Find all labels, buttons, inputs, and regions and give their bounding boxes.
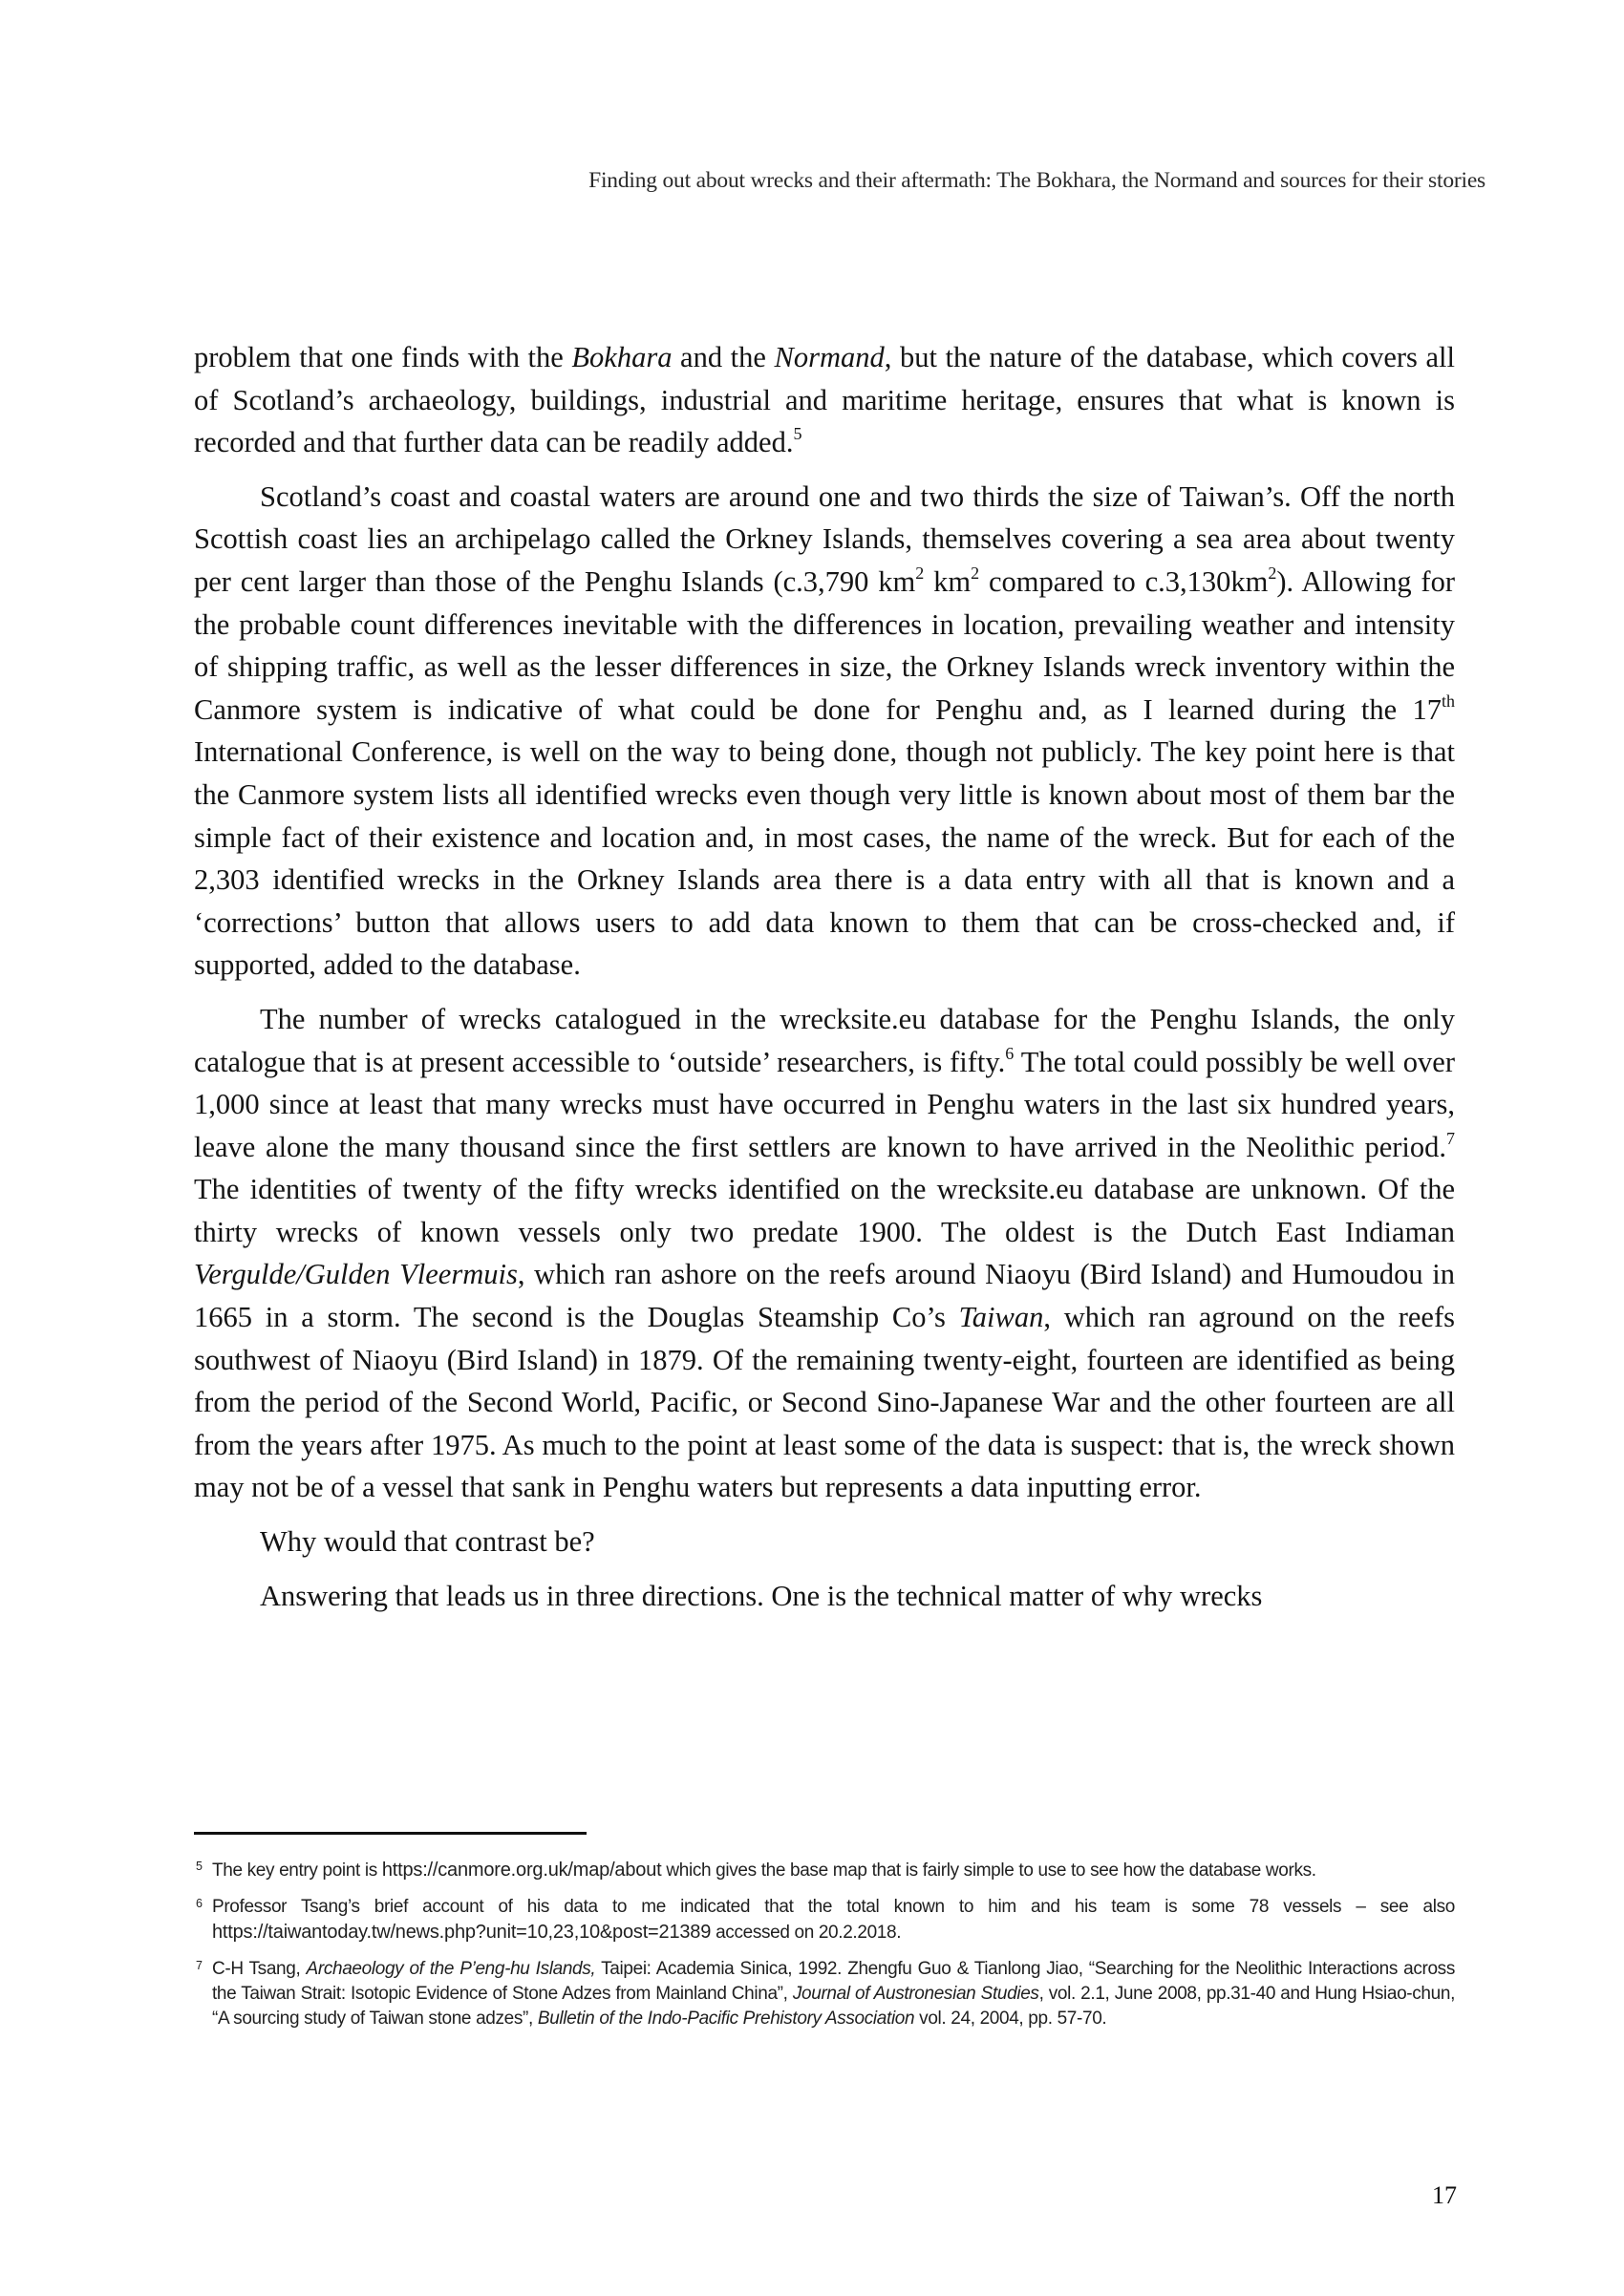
note-reference: 7 bbox=[1446, 1128, 1455, 1148]
italic-title: Journal of Austronesian Studies bbox=[792, 1984, 1039, 2004]
footnote-mark: 7 bbox=[196, 1959, 203, 1972]
note-reference: 2 bbox=[971, 563, 980, 583]
text-run: International Conference, is well on the way to being done, though not publicly. The key point here is that the Canmore system lists all identified wrecks even though very little is known about most of them bar the simple fact of their existence and location and, in most cases, the name of the wreck. But for each of the 2,303 identified wrecks in the Orkney Islands area there is a data entry with all that is known and a ‘corrections’ button that allows users to add data known to them that can be cross-checked and, if supported, added to the database. bbox=[194, 735, 1455, 982]
text-run: The number of wrecks catalogued in the wrecksite.eu database for the Penghu Islands, the only catalogue that is at present accessible to ‘outside’ researchers, is fifty. bbox=[194, 1002, 1455, 1078]
footnote-text bbox=[212, 1897, 1455, 1943]
text-run: The key entry point is bbox=[212, 1860, 382, 1881]
text-run: The total could possibly be well over 1,000 since at least that many wrecks must have occurred in Penghu waters in the last six hundred years, leave alone the many thousand since the first settlers are known to have arrived in the Neolithic period. bbox=[194, 1045, 1455, 1163]
text-run: , which ran aground on the reefs southwest of Niaoyu (Bird Island) in 1879. Of the remaining twenty-eight, fourteen are identified as being from the period of the Second World, Pacific, or Second Sino-Japanese War and the other fourteen are all from the years after 1975. As much to the point at least some of the data is suspect: that is, the wreck shown may not be of a vessel that sank in Penghu waters but represents a data inputting error. bbox=[194, 1301, 1455, 1504]
note-reference: 5 bbox=[793, 424, 802, 444]
running-header: Finding out about wrecks and their aftermath: The Bokhara, the Normand and sources for their stories bbox=[588, 168, 1485, 193]
text-run: and the bbox=[672, 341, 775, 373]
paragraph bbox=[194, 1520, 1455, 1563]
text-run: , but the nature of the database, which covers all of Scotland’s archaeology, buildings, industrial and maritime heritage, ensures that what is known is recorded and that further data can be readily added. bbox=[194, 341, 1455, 459]
text-run: The identities of twenty of the fifty wrecks identified on the wrecksite.eu database are unknown. Of the thirty wrecks of known vessels only two predate 1900. The oldest is the Dutch East Indiaman bbox=[194, 1173, 1455, 1248]
footnotes bbox=[194, 1858, 1455, 2043]
paragraph bbox=[194, 998, 1455, 1509]
text-run: compared to c.3,130km bbox=[979, 564, 1269, 598]
footnote bbox=[194, 1957, 1455, 2031]
italic-title: Bokhara bbox=[571, 341, 673, 373]
footnote bbox=[194, 1858, 1455, 1883]
footnote-mark: 5 bbox=[196, 1860, 203, 1873]
text-run: Why would that contrast be? bbox=[260, 1525, 595, 1559]
footnote-text bbox=[212, 1860, 1316, 1881]
text-run: accessed on 20.2.2018. bbox=[711, 1923, 902, 1943]
text-run: , which ran ashore on the reefs around Niaoyu (Bird Island) and Humoudou in 1665 in a storm. The second is the Douglas Steamship Co’s bbox=[194, 1258, 1455, 1334]
note-reference: 2 bbox=[915, 563, 925, 583]
url-text: https://canmore.org.uk/map/about bbox=[381, 1860, 662, 1881]
paragraph bbox=[194, 476, 1455, 987]
text-run: problem that one finds with the bbox=[194, 341, 572, 373]
text-run: km bbox=[924, 564, 972, 598]
italic-title: Bulletin of the Indo-Pacific Prehistory Association bbox=[537, 2009, 915, 2029]
text-run: vol. 24, 2004, pp. 57-70. bbox=[914, 2009, 1107, 2029]
note-reference: 6 bbox=[1005, 1043, 1015, 1063]
italic-title: Vergulde/Gulden Vleermuis bbox=[194, 1258, 518, 1291]
url-text: https://taiwantoday.tw/news.php?unit=10,23,10&post=21389 bbox=[212, 1922, 712, 1943]
text-run: ). Allowing for the probable count differences inevitable with the differences in location, prevailing weather and intensity of shipping traffic, as well as the lesser differences in size, the Orkney Islands wreck inventory within the Canmore system is indicative of what could be done for Penghu and, as I learned during the 17 bbox=[194, 564, 1455, 726]
paragraph bbox=[194, 1575, 1455, 1618]
paragraph bbox=[194, 336, 1455, 464]
footnote-text bbox=[212, 1959, 1455, 2029]
text-run: Scotland’s coast and coastal waters are around one and two thirds the size of Taiwan’s. Off the north Scottish coast lies an archipelago called the Orkney Islands, themselves covering a sea area about twenty per cent larger than those of the Penghu Islands (c.3,790 km bbox=[194, 479, 1455, 598]
text-run: Taipei: Academia Sinica, 1992. Zhengfu Guo & Tianlong Jiao, “Searching for the Neolithic Interactions across the Taiwan Strait: Isotopic Evidence of Stone Adzes from Mainland China”, bbox=[212, 1959, 1455, 2004]
body-text bbox=[194, 336, 1455, 1628]
italic-title: Archaeology of the P’eng-hu Islands, bbox=[306, 1959, 596, 1979]
text-run: , vol. 2.1, June 2008, pp.31-40 and Hung Hsiao-chun, “A sourcing study of Taiwan stone adzes”, bbox=[212, 1984, 1456, 2029]
italic-title: Normand bbox=[774, 341, 885, 373]
footnote-mark: 6 bbox=[196, 1897, 203, 1910]
note-reference: 2 bbox=[1268, 563, 1277, 583]
text-run: Answering that leads us in three directions. One is the technical matter of why wrecks bbox=[260, 1579, 1263, 1612]
italic-title: Taiwan bbox=[958, 1301, 1044, 1334]
text-run: Professor Tsang’s brief account of his data to me indicated that the total known to him and his team is some 78 vessels – see also bbox=[212, 1897, 1455, 1917]
text-run: which gives the base map that is fairly simple to use to see how the database works. bbox=[661, 1860, 1316, 1881]
footnote-separator bbox=[194, 1832, 587, 1835]
text-run: C-H Tsang, bbox=[212, 1959, 307, 1979]
note-reference: th bbox=[1441, 691, 1455, 711]
footnote bbox=[194, 1895, 1455, 1945]
page-number: 17 bbox=[1432, 2181, 1457, 2209]
